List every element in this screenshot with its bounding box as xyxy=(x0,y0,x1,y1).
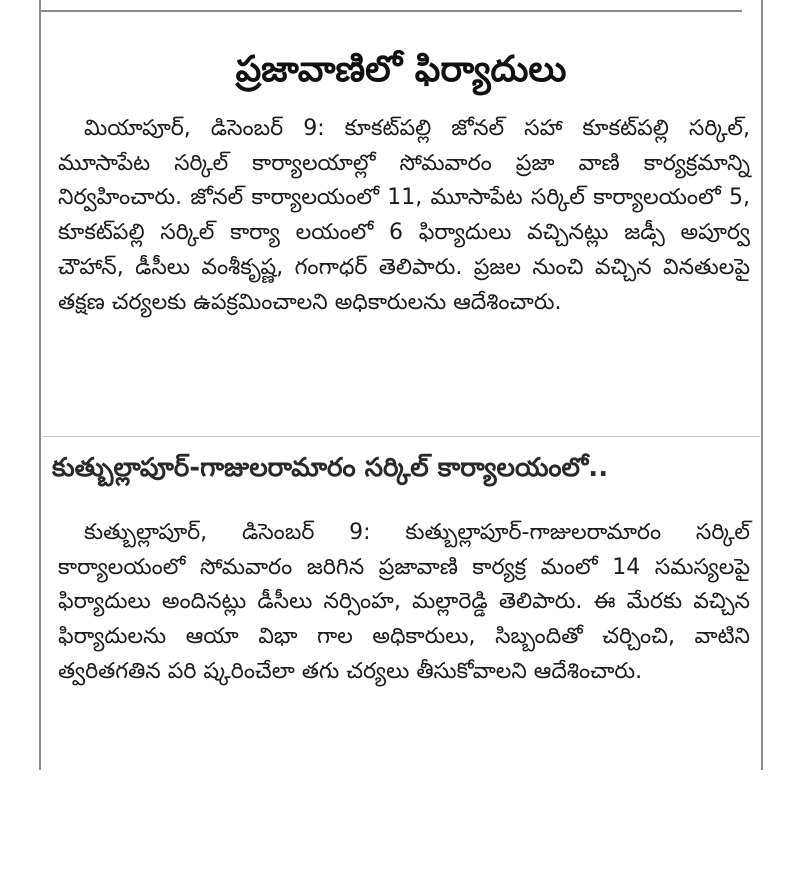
column-left-rule xyxy=(39,0,41,770)
subheading-divider xyxy=(42,436,760,437)
column-top-rule xyxy=(40,10,742,12)
article-paragraph-qutbullapur: కుత్బుల్లాపూర్, డిసెంబర్ 9: కుత్బుల్లాపూర్-గాజులరామారం సర్కిల్ కార్యాలయంలో సోమవారం జరిగిన ప్రజావాణి కార్యక్ర మంలో 14 సమస్యలపై ఫిర్యాదులు అందినట్లు డీసీలు నర్సింహ, మల్లారెడ్డి తెలిపారు. ఈ మేరకు వచ్చిన ఫిర్యాదులను ఆయా విభా గాల అధికారులు, సిబ్బందితో చర్చించి, వాటిని త్వరితగతిన పరి ష్కరించేలా తగు చర్యలు తీసుకోవాలని ఆదేశించారు. xyxy=(58,520,750,684)
column-right-rule xyxy=(761,0,763,770)
article-headline: ప్రజావాణిలో ఫిర్యాదులు xyxy=(235,49,567,90)
article-subheading: కుత్బుల్లాపూర్-గాజులరామారం సర్కిల్ కార్యాలయంలో.. xyxy=(52,453,609,483)
article-paragraph-miyapur: మియాపూర్, డిసెంబర్ 9: కూకట్‌పల్లి జోనల్ సహా కూకట్‌పల్లి సర్కిల్, మూసాపేట సర్కిల్ కార్యాలయాల్లో సోమవారం ప్రజా వాణి కార్యక్రమాన్ని నిర్వహించారు. జోనల్ కార్యాలయంలో 11, మూసాపేట సర్కిల్ కార్యాలయంలో 5, కూకట్‌పల్లి సర్కిల్ కార్యా లయంలో 6 ఫిర్యాదులు వచ్చినట్లు జడ్సీ అపూర్వ చౌహాన్, డీసీలు వంశీకృష్ణ, గంగాధర్ తెలిపారు. ప్రజల నుంచి వచ్చిన వినతులపై తక్షణ చర్యలకు ఉపక్రమించాలని అధికారులను ఆదేశించారు. xyxy=(58,116,750,315)
